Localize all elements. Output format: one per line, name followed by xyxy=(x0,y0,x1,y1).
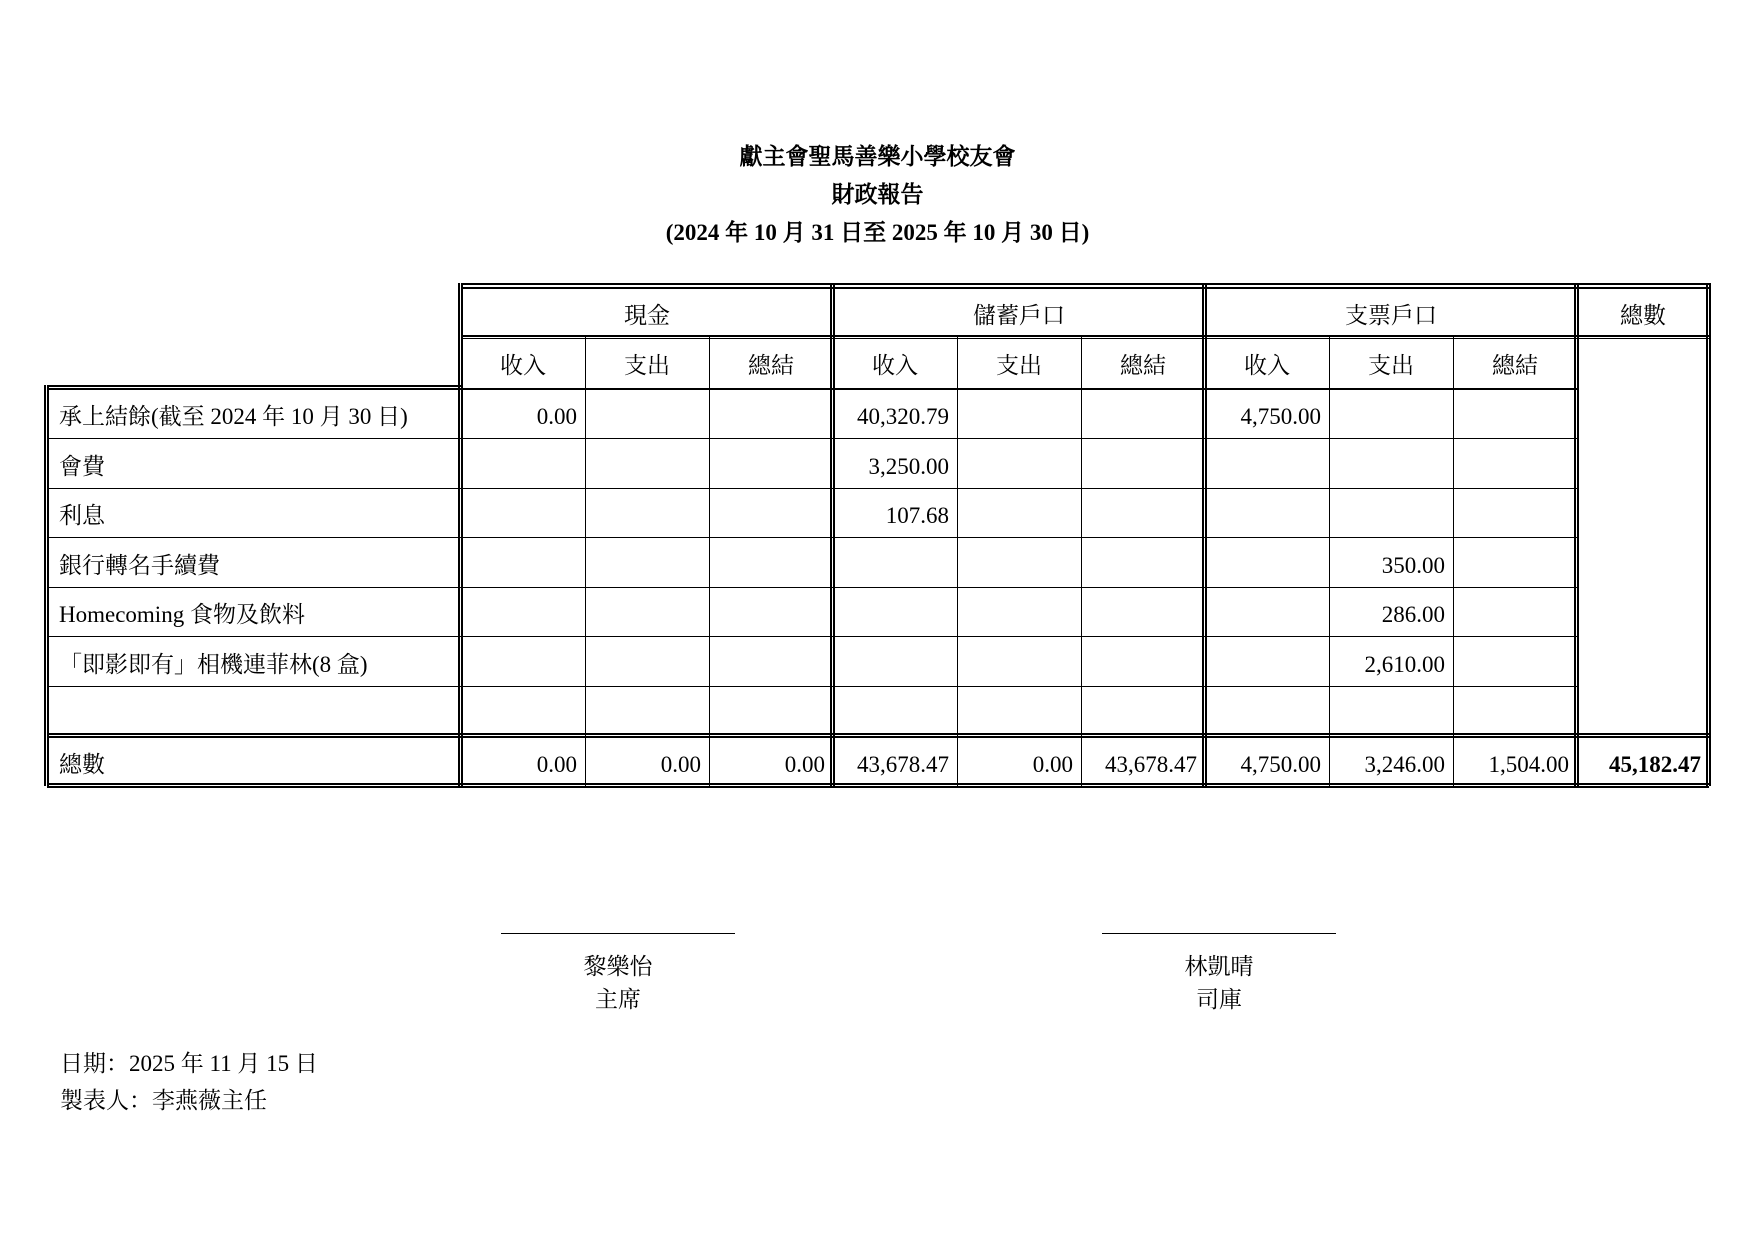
table-rule xyxy=(1706,283,1708,786)
table-cell xyxy=(1205,636,1329,686)
table-cell xyxy=(1329,438,1453,488)
table-cell xyxy=(709,686,833,736)
table-rule xyxy=(47,587,1577,588)
table-rule xyxy=(461,287,1709,289)
table-cell xyxy=(1453,587,1577,636)
treasurer-role: 司庫 xyxy=(1196,987,1242,1012)
table-rule xyxy=(47,636,1577,637)
table-cell xyxy=(957,438,1081,488)
table-cell xyxy=(585,587,709,636)
column-subheader: 收入 xyxy=(500,353,546,378)
column-subheader: 總結 xyxy=(1120,353,1166,378)
total-row-label: 總數 xyxy=(59,751,105,777)
table-rule xyxy=(1709,283,1711,786)
total-cell: 3,246.00 xyxy=(1364,751,1445,777)
signature-line-treasurer xyxy=(1102,933,1336,934)
table-rule xyxy=(47,388,1577,390)
table-rule xyxy=(1081,337,1082,786)
table-rule xyxy=(47,385,49,786)
table-cell xyxy=(585,438,709,488)
table-cell: 2,610.00 xyxy=(1364,651,1445,677)
table-cell xyxy=(585,488,709,537)
column-subheader: 收入 xyxy=(872,353,918,378)
group-header: 支票戶口 xyxy=(1345,302,1437,328)
organization-name: 獻主會聖馬善樂小學校友會 xyxy=(739,144,1016,169)
table-rule xyxy=(1202,283,1204,786)
report-title-block xyxy=(0,138,1755,252)
table-cell xyxy=(1205,587,1329,636)
total-cell: 43,678.47 xyxy=(857,751,949,777)
table-cell xyxy=(461,438,585,488)
table-cell xyxy=(461,488,585,537)
table-cell xyxy=(709,636,833,686)
table-cell xyxy=(1081,686,1205,736)
table-rule xyxy=(47,736,1709,738)
table-cell xyxy=(1081,388,1205,438)
row-label xyxy=(47,686,461,736)
table-rule xyxy=(461,283,463,786)
row-label: 銀行轉名手續費 xyxy=(59,552,220,578)
table-cell: 4,750.00 xyxy=(1240,403,1321,429)
table-cell: 350.00 xyxy=(1381,552,1445,578)
table-cell xyxy=(1453,636,1577,686)
table-cell xyxy=(1081,636,1205,686)
table-cell xyxy=(1081,438,1205,488)
table-rule xyxy=(1574,283,1576,786)
table-cell xyxy=(1453,686,1577,736)
table-rule xyxy=(44,385,46,786)
group-header: 儲蓄戶口 xyxy=(973,302,1065,328)
row-label: 「即影即有」相機連菲林(8 盒) xyxy=(59,651,368,677)
grand-total: 45,182.47 xyxy=(1609,751,1701,777)
table-rule xyxy=(461,283,1709,285)
table-rule xyxy=(1205,283,1207,786)
table-cell xyxy=(709,488,833,537)
table-cell xyxy=(585,388,709,438)
table-cell xyxy=(1205,537,1329,587)
table-cell xyxy=(1453,537,1577,587)
table-rule xyxy=(461,338,1577,339)
table-cell xyxy=(709,587,833,636)
row-label: Homecoming 食物及飲料 xyxy=(59,602,305,627)
table-rule xyxy=(1329,337,1330,786)
column-subheader: 總結 xyxy=(1492,353,1538,378)
table-cell xyxy=(833,537,957,587)
table-cell xyxy=(1205,686,1329,736)
report-preparer: 製表人：李燕薇主任 xyxy=(60,1088,267,1113)
signature-line-chairperson xyxy=(501,933,735,934)
column-subheader: 支出 xyxy=(996,353,1042,378)
total-cell: 0.00 xyxy=(1032,751,1073,777)
table-cell xyxy=(1205,438,1329,488)
group-header: 總數 xyxy=(1620,302,1666,328)
table-cell xyxy=(585,636,709,686)
table-cell xyxy=(1453,438,1577,488)
table-cell xyxy=(957,537,1081,587)
table-cell: 3,250.00 xyxy=(868,453,949,479)
table-cell xyxy=(1453,388,1577,438)
treasurer-name: 林凱晴 xyxy=(1184,954,1254,979)
table-cell: 40,320.79 xyxy=(857,403,949,429)
row-label: 會費 xyxy=(59,453,105,479)
table-cell xyxy=(957,488,1081,537)
table-cell xyxy=(957,636,1081,686)
table-rule xyxy=(458,283,460,786)
table-cell xyxy=(461,587,585,636)
table-rule xyxy=(47,733,1709,735)
table-rule xyxy=(47,783,1709,785)
total-cell: 1,504.00 xyxy=(1488,751,1569,777)
table-rule xyxy=(47,385,461,387)
table-cell xyxy=(709,537,833,587)
table-cell xyxy=(1329,388,1453,438)
chairperson-role: 主席 xyxy=(595,987,641,1012)
table-rule xyxy=(47,686,1577,687)
table-rule xyxy=(461,335,1577,337)
total-cell: 4,750.00 xyxy=(1240,751,1321,777)
table-cell: 286.00 xyxy=(1381,602,1445,627)
table-cell xyxy=(461,636,585,686)
table-rule xyxy=(1577,335,1709,337)
table-cell xyxy=(585,686,709,736)
column-subheader: 總結 xyxy=(748,353,794,378)
table-cell xyxy=(957,388,1081,438)
group-header: 現金 xyxy=(624,302,670,328)
table-cell xyxy=(1081,537,1205,587)
table-rule xyxy=(833,283,835,786)
report-period: (2024 年 10 月 31 日至 2025 年 10 月 30 日) xyxy=(665,220,1090,245)
table-rule xyxy=(1577,283,1579,786)
table-cell xyxy=(1205,488,1329,537)
table-cell xyxy=(709,388,833,438)
table-cell xyxy=(1329,488,1453,537)
row-label: 承上結餘(截至 2024 年 10 月 30 日) xyxy=(59,403,408,429)
table-rule xyxy=(709,337,710,786)
table-cell xyxy=(833,636,957,686)
table-cell xyxy=(461,686,585,736)
table-rule xyxy=(957,337,958,786)
table-cell xyxy=(957,686,1081,736)
chairperson-name: 黎樂怡 xyxy=(583,954,653,979)
report-name: 財政報告 xyxy=(831,182,924,207)
table-cell xyxy=(709,438,833,488)
column-subheader: 收入 xyxy=(1244,353,1290,378)
signature-chairperson xyxy=(501,948,735,1014)
table-rule xyxy=(585,337,586,786)
table-cell: 107.68 xyxy=(885,503,949,528)
total-cell: 43,678.47 xyxy=(1105,751,1197,777)
table-cell xyxy=(833,587,957,636)
table-rule xyxy=(47,537,1577,538)
table-rule xyxy=(47,488,1577,489)
column-subheader: 支出 xyxy=(624,353,670,378)
table-rule xyxy=(830,283,832,786)
table-rule xyxy=(47,438,1577,439)
total-cell: 0.00 xyxy=(536,751,577,777)
table-cell xyxy=(957,587,1081,636)
table-cell xyxy=(1453,488,1577,537)
row-label: 利息 xyxy=(59,503,105,528)
table-rule xyxy=(1577,338,1709,339)
table-cell xyxy=(833,686,957,736)
total-cell: 0.00 xyxy=(784,751,825,777)
table-cell xyxy=(1329,686,1453,736)
total-cell: 0.00 xyxy=(660,751,701,777)
table-cell xyxy=(461,537,585,587)
signature-treasurer xyxy=(1102,948,1336,1014)
table-rule xyxy=(1453,337,1454,786)
table-cell xyxy=(1081,587,1205,636)
column-subheader: 支出 xyxy=(1368,353,1414,378)
table-cell xyxy=(585,537,709,587)
report-date: 日期：2025 年 11 月 15 日 xyxy=(60,1051,318,1076)
table-cell xyxy=(1081,488,1205,537)
table-cell: 0.00 xyxy=(536,403,577,429)
table-rule xyxy=(47,786,1709,788)
